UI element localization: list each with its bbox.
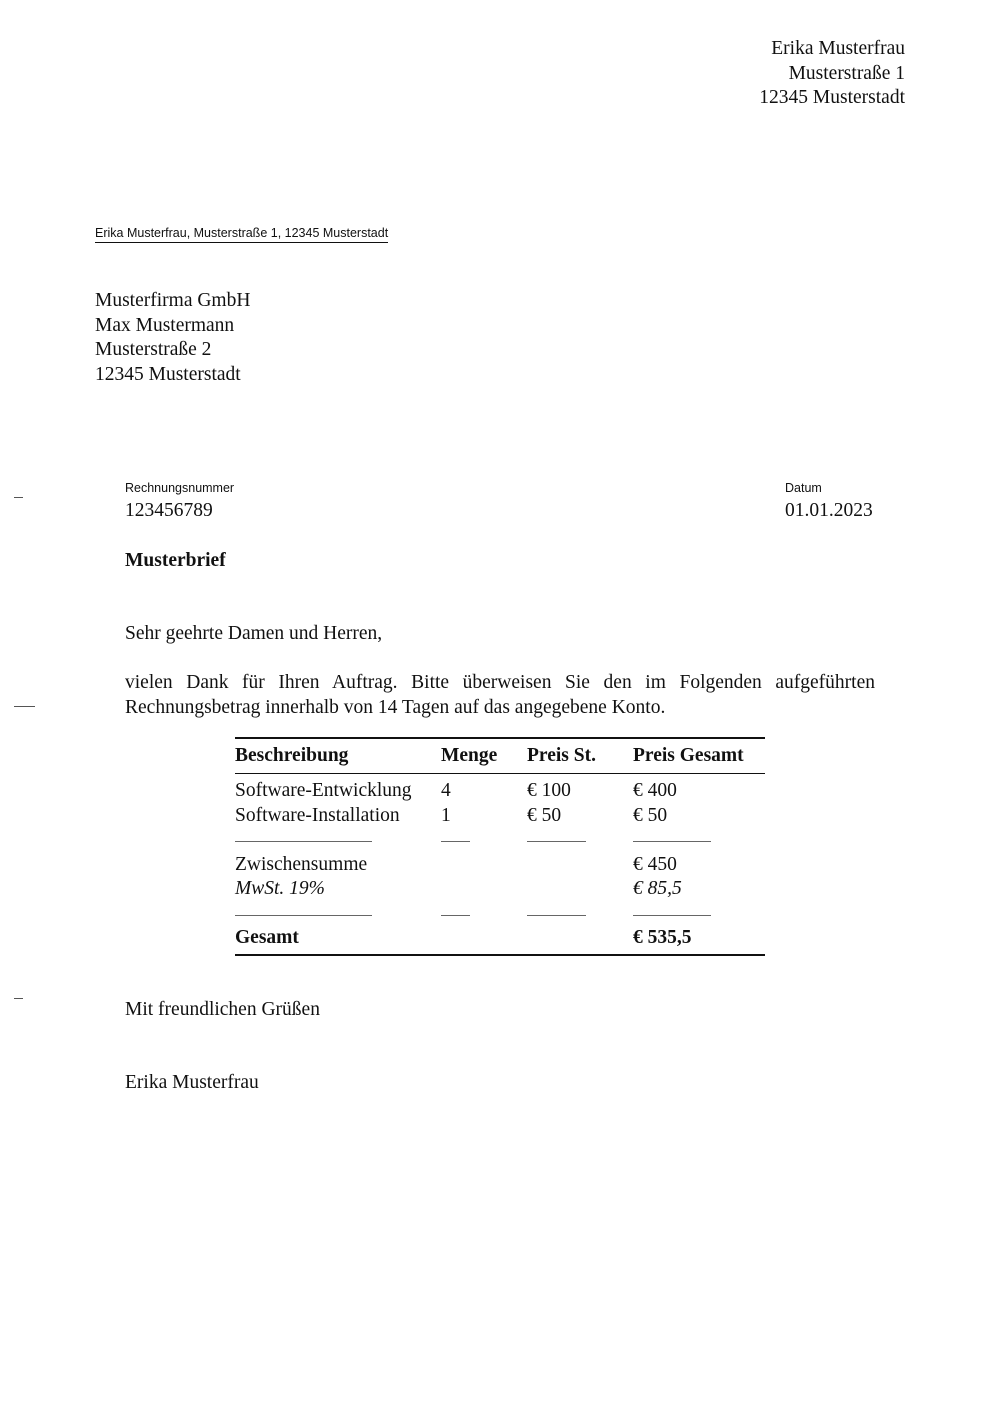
tax-value: € 85,5	[633, 878, 682, 899]
signature-name: Erika Musterfrau	[125, 1072, 259, 1093]
subject-line: Musterbrief	[125, 550, 226, 571]
separator-line	[527, 841, 586, 842]
tax-row	[235, 877, 765, 902]
total-value: € 535,5	[633, 927, 692, 948]
separator-line	[441, 841, 470, 842]
sender-address	[759, 37, 905, 111]
total-label: Gesamt	[235, 927, 299, 948]
separator-line	[235, 915, 372, 916]
invoice-table	[235, 737, 765, 956]
fold-mark-top	[14, 497, 23, 498]
item-description: Software-Entwicklung	[235, 780, 412, 801]
recipient-company: Musterfirma GmbH	[95, 290, 251, 311]
subtotal-row	[235, 853, 765, 878]
separator-line	[633, 915, 711, 916]
sender-street: Musterstraße 1	[788, 62, 905, 84]
greeting: Sehr geehrte Damen und Herren,	[125, 623, 383, 644]
header-total-price: Preis Gesamt	[633, 745, 744, 766]
return-address-line: Erika Musterfrau, Musterstraße 1, 12345 Musterstadt	[95, 226, 388, 243]
separator-line	[441, 915, 470, 916]
item-quantity: 4	[441, 780, 451, 801]
subtotal-label: Zwischensumme	[235, 853, 368, 875]
fold-mark-bottom	[14, 998, 23, 999]
invoice-number: 123456789	[125, 500, 213, 521]
date-value: 01.01.2023	[785, 500, 873, 521]
header-quantity: Menge	[441, 745, 498, 766]
header-description: Beschreibung	[235, 745, 349, 766]
recipient-address	[95, 289, 250, 387]
item-unit-price: € 100	[527, 780, 571, 801]
recipient-city: 12345 Musterstadt	[95, 363, 241, 385]
hole-mark	[14, 706, 35, 707]
separator-line	[633, 841, 711, 842]
total-row	[235, 926, 765, 954]
invoice-number-label: Rechnungsnummer	[125, 481, 235, 495]
body-line-2: Rechnungsbetrag innerhalb von 14 Tagen auf das angegebene Konto.	[125, 696, 666, 718]
item-total: € 400	[633, 780, 677, 801]
separator-line	[235, 841, 372, 842]
closing: Mit freundlichen Grüßen	[125, 999, 320, 1020]
table-row	[235, 804, 765, 829]
separator-row	[235, 902, 765, 927]
item-description: Software-Installation	[235, 804, 400, 826]
item-unit-price: € 50	[527, 804, 562, 826]
recipient-person: Max Mustermann	[95, 314, 235, 336]
recipient-street: Musterstraße 2	[95, 339, 212, 360]
date-label: Datum	[785, 481, 822, 495]
table-row	[235, 779, 765, 804]
separator-row	[235, 828, 765, 853]
body-paragraph	[125, 671, 875, 720]
header-unit-price: Preis St.	[527, 745, 596, 766]
item-quantity: 1	[441, 804, 451, 826]
sender-city: 12345 Musterstadt	[759, 87, 905, 108]
separator-line	[527, 915, 586, 916]
subtotal-value: € 450	[633, 853, 677, 875]
tax-label: MwSt. 19%	[235, 878, 325, 899]
sender-name: Erika Musterfrau	[771, 38, 905, 59]
item-total: € 50	[633, 804, 668, 826]
table-header-row	[235, 739, 765, 774]
body-line-1: vielen Dank für Ihren Auftrag. Bitte überweisen Sie den im Folgenden aufgeführten	[125, 672, 875, 693]
